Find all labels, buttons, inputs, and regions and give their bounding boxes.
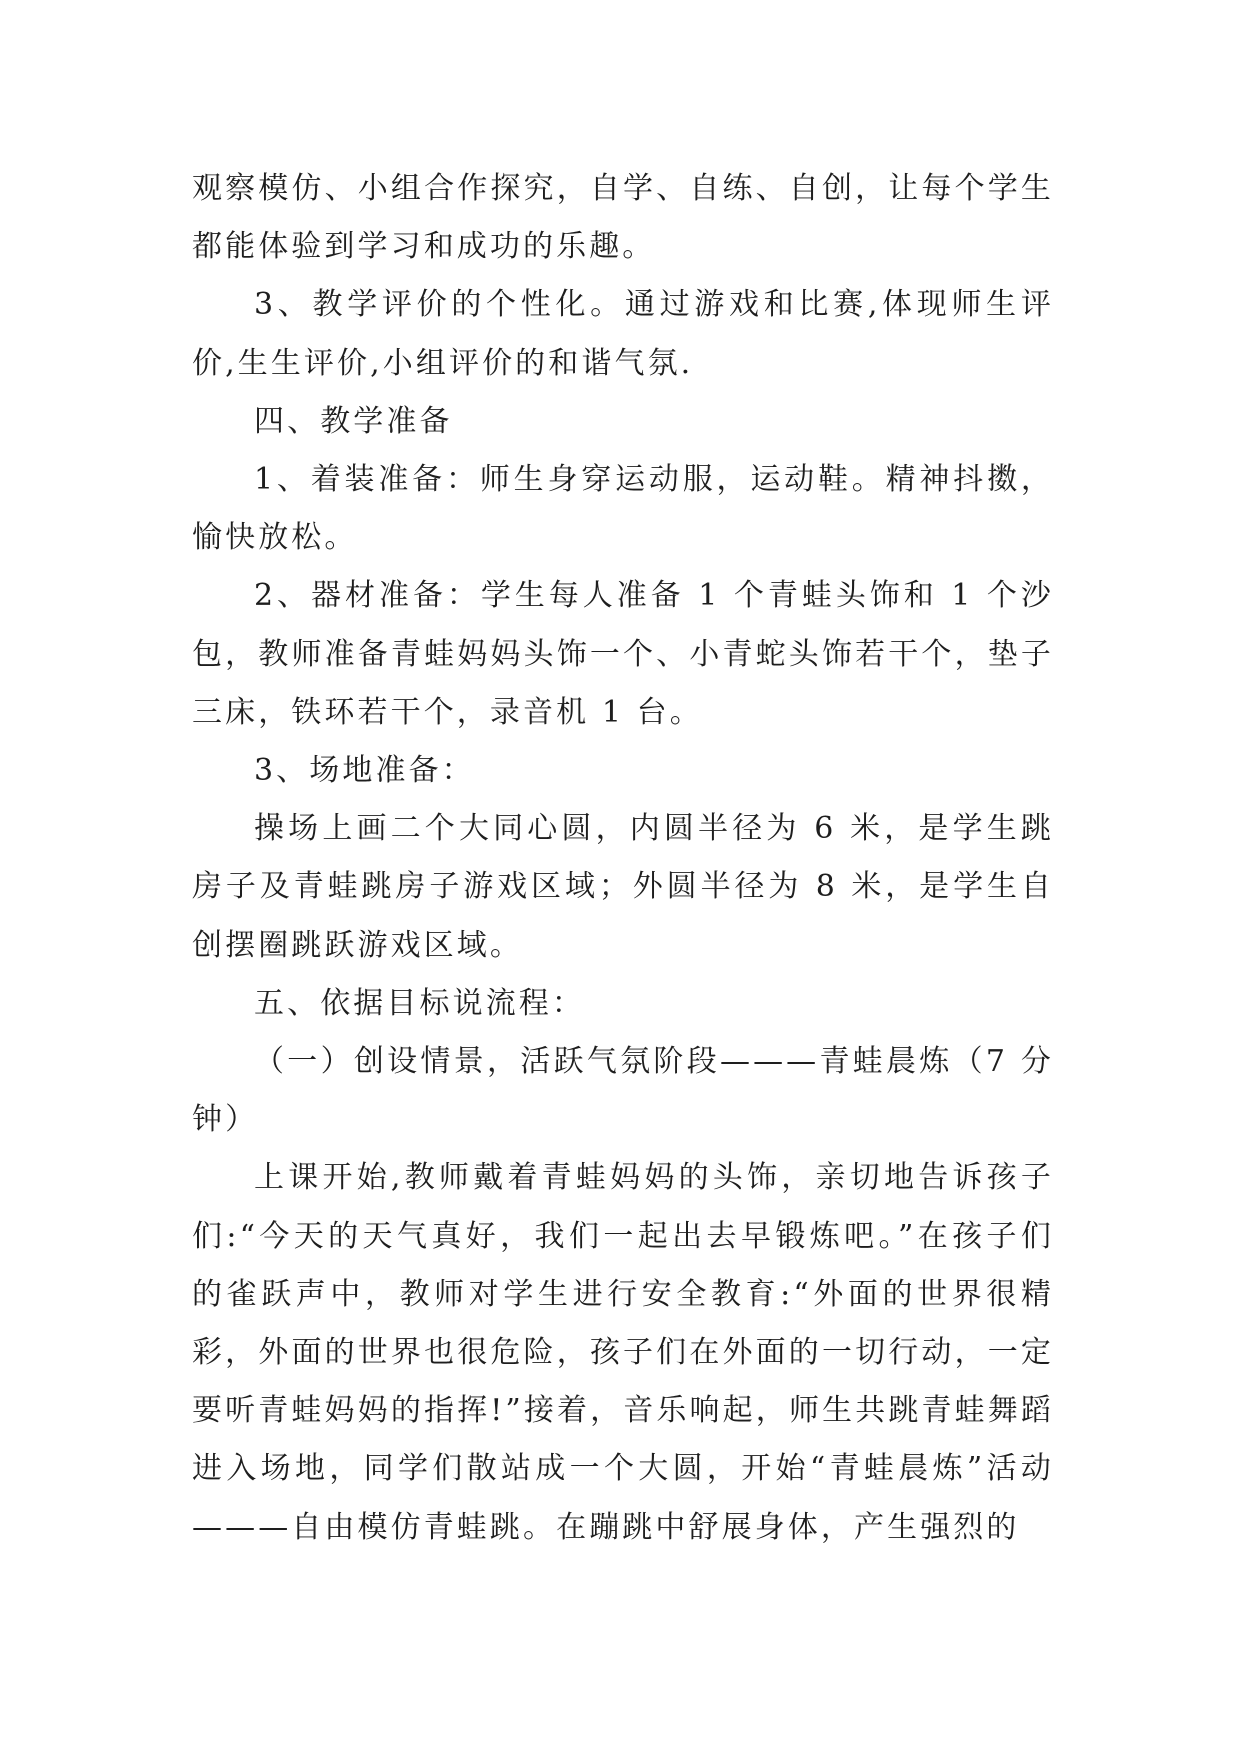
paragraph-equipment-preparation: 2、器材准备：学生每人准备 1 个青蛙头饰和 1 个沙包，教师准备青蛙妈妈头饰一个、小青蛇头饰若干个，垫子三床，铁环若干个，录音机 1 台。 (192, 578, 1054, 730)
heading-stage-one: （一）创设情景，活跃气氛阶段———青蛙晨炼（7 分钟） (192, 1044, 1054, 1138)
paragraph-teaching-evaluation: 3、教学评价的个性化。通过游戏和比赛,体现师生评价,生生评价,小组评价的和谐气氛. (192, 287, 1054, 381)
document-body (192, 160, 1054, 1557)
heading-teaching-preparation: 四、教学准备 (254, 403, 453, 439)
paragraph-venue-preparation: 3、场地准备： (254, 753, 475, 789)
paragraph-continuation: 观察模仿、小组合作探究，自学、自练、自创，让每个学生都能体验到学习和成功的乐趣。 (192, 171, 1054, 265)
paragraph-venue-description: 操场上画二个大同心圆，内圆半径为 6 米，是学生跳房子及青蛙跳房子游戏区域；外圆半径为 8 米，是学生自创摆圈跳跃游戏区域。 (192, 811, 1054, 963)
heading-process-by-goals: 五、依据目标说流程： (254, 985, 585, 1021)
paragraph-class-start: 上课开始,教师戴着青蛙妈妈的头饰，亲切地告诉孩子们:“今天的天气真好，我们一起出去早锻炼吧。”在孩子们的雀跃声中，教师对学生进行安全教育:“外面的世界很精彩，外面的世界也很危险，孩子们在外面的一切行动，一定要听青蛙妈妈的指挥!”接着，音乐响起，师生共跳青蛙舞蹈进入场地，同学们散站成一个大圆，开始“青蛙晨炼”活动———自由模仿青蛙跳。在蹦跳中舒展身体，产生强烈的 (192, 1160, 1054, 1545)
paragraph-attire-preparation: 1、着装准备：师生身穿运动服，运动鞋。精神抖擞，愉快放松。 (192, 462, 1054, 556)
